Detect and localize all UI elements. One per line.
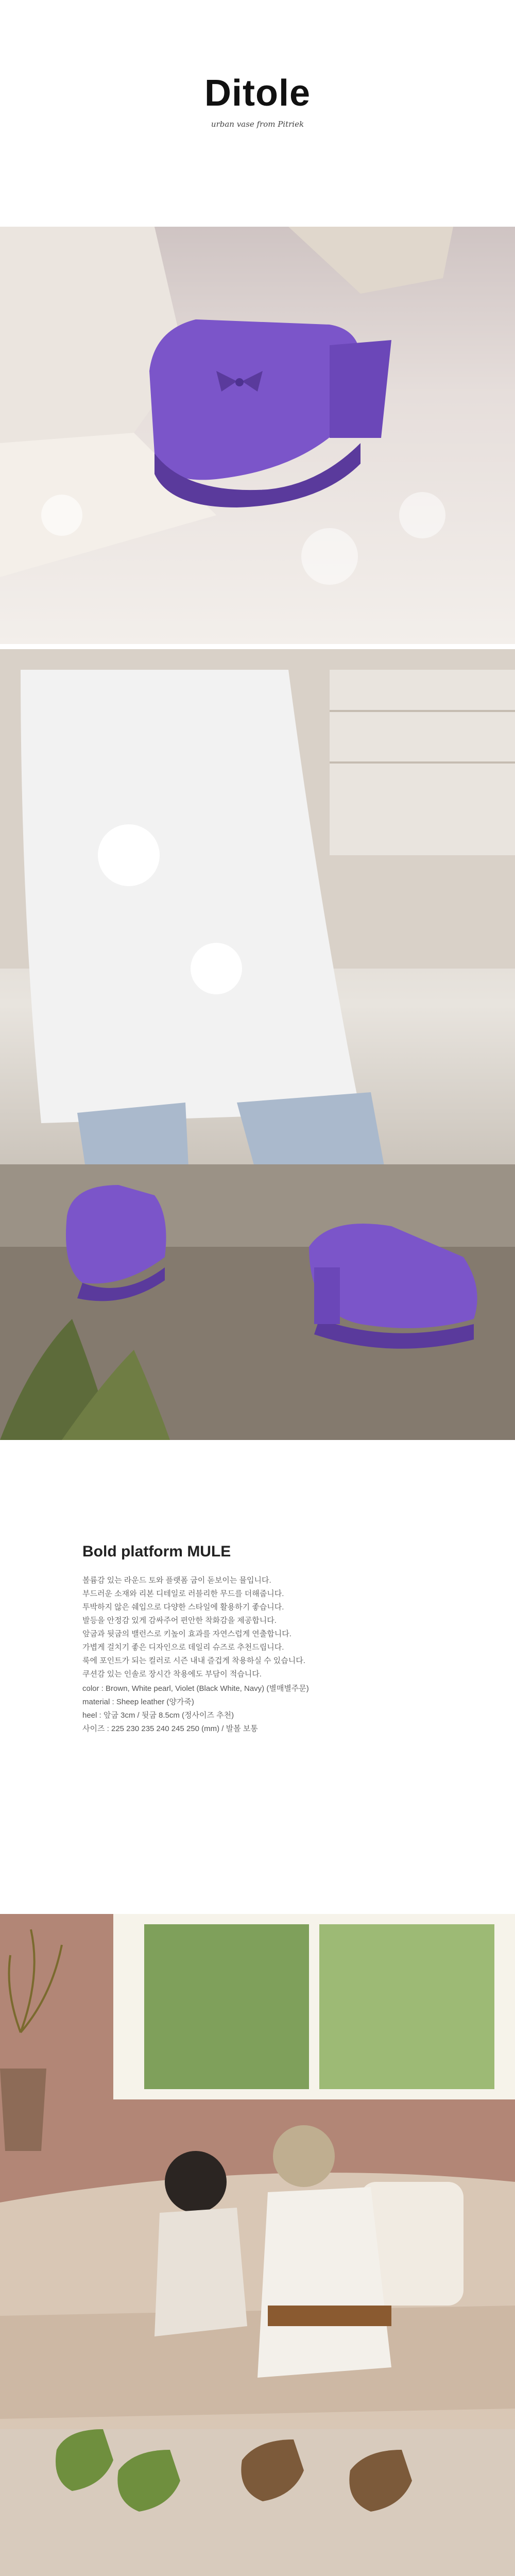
description-line: 볼륨감 있는 라운드 토와 플랫폼 굽이 돋보이는 뮬입니다.: [82, 1576, 271, 1585]
description-line: 부드러운 소재와 리본 디테일로 러블리한 무드를 더해줍니다.: [82, 1589, 284, 1598]
description-line: 가볍게 걸치기 좋은 디자인으로 데일리 슈즈로 추천드립니다.: [82, 1643, 284, 1652]
violet-mule-shoe: [149, 319, 391, 507]
header: [0, 0, 515, 227]
spec-material: material : Sheep leather (양가죽): [82, 1698, 194, 1706]
product-title: Bold platform MULE: [82, 1543, 231, 1560]
lifestyle-photo-steps: [0, 649, 515, 1440]
spec-size: 사이즈 : 225 230 235 240 245 250 (mm) / 발볼 보통: [82, 1724, 258, 1733]
description-line: 쿠션감 있는 인솔로 장시간 착용에도 부담이 적습니다.: [82, 1670, 262, 1679]
product-info: [0, 1440, 515, 1914]
spec-heel: heel : 앞굽 3cm / 뒷굽 8.5cm (정사이즈 추천): [82, 1711, 234, 1720]
product-specs: [82, 1682, 443, 1736]
spec-color: color : Brown, White pearl, Violet (Black White, Navy) (별매별주문): [82, 1684, 309, 1693]
description-line: 룩에 포인트가 되는 컬러로 시즌 내내 즐겁게 착용하실 수 있습니다.: [82, 1656, 305, 1665]
product-photo-closeup: [0, 227, 515, 644]
description-line: 앞굽과 뒷굽의 밸런스로 키높이 효과를 자연스럽게 연출합니다.: [82, 1630, 291, 1638]
description-line: 발등을 안정감 있게 감싸주어 편안한 착화감을 제공합니다.: [82, 1616, 277, 1625]
lifestyle-photo-sofa-1: [0, 1914, 515, 2576]
description-line: 투박하지 않은 쉐입으로 다양한 스타일에 활용하기 좋습니다.: [82, 1603, 284, 1612]
brand-tagline: urban vase from Pitriek: [211, 120, 304, 129]
product-description: [82, 1574, 443, 1681]
brand-logo: Ditole: [204, 73, 311, 114]
